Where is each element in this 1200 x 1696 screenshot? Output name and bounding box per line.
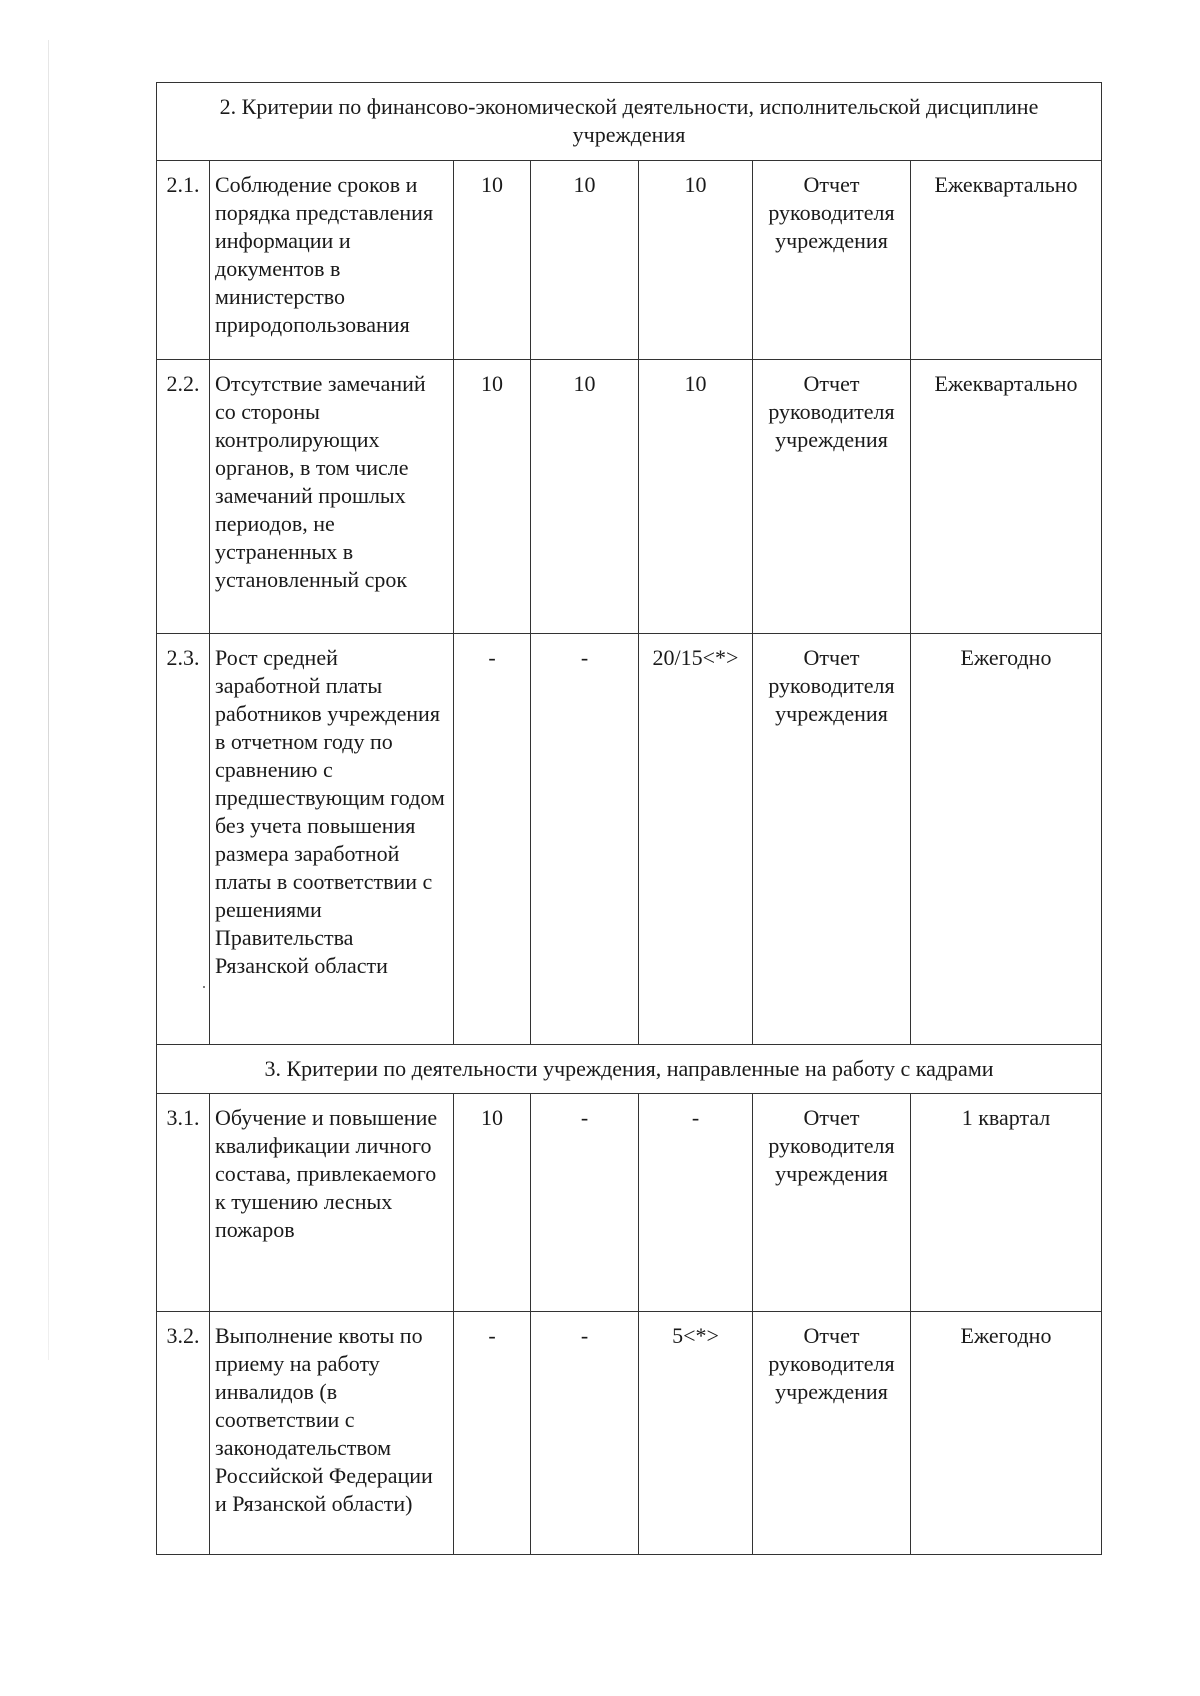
- value-cell: 10: [531, 161, 639, 360]
- criterion-name: Соблюдение сроков и порядка представления информации и документов в министерство природопользования: [210, 161, 454, 360]
- value-cell: -: [639, 1094, 753, 1312]
- section-header-row: [157, 1045, 1102, 1094]
- table-row: [157, 1312, 1102, 1555]
- value-cell: 10: [454, 360, 531, 634]
- period-cell: Ежегодно: [911, 1312, 1102, 1555]
- value-cell: 10: [639, 161, 753, 360]
- source-cell: Отчет руководителя учреждения: [753, 634, 911, 1045]
- section-title: 3. Критерии по деятельности учреждения, направленные на работу с кадрами: [157, 1045, 1102, 1094]
- criterion-name: Отсутствие замечаний со стороны контролирующих органов, в том числе замечаний прошлых периодов, не устраненных в установленный срок: [210, 360, 454, 634]
- table-row: [157, 1094, 1102, 1312]
- period-cell: Ежеквартально: [911, 360, 1102, 634]
- value-cell: -: [454, 634, 531, 1045]
- value-cell: -: [531, 634, 639, 1045]
- criteria-table: [156, 82, 1102, 1555]
- criterion-name: Обучение и повышение квалификации личного состава, привлекаемого к тушению лесных пожаров: [210, 1094, 454, 1312]
- section-title: 2. Критерии по финансово-экономической деятельности, исполнительской дисциплине учреждения: [157, 83, 1102, 161]
- source-cell: Отчет руководителя учреждения: [753, 360, 911, 634]
- source-cell: Отчет руководителя учреждения: [753, 161, 911, 360]
- source-cell: Отчет руководителя учреждения: [753, 1094, 911, 1312]
- scan-edge-line: [48, 40, 49, 1360]
- value-cell: 10: [454, 161, 531, 360]
- section-header-row: [157, 83, 1102, 161]
- value-cell: 20/15<*>: [639, 634, 753, 1045]
- period-cell: 1 квартал: [911, 1094, 1102, 1312]
- row-number: 3.1.: [157, 1094, 210, 1312]
- value-cell: -: [531, 1094, 639, 1312]
- criterion-name: Выполнение квоты по приему на работу инвалидов (в соответствии с законодательством Российской Федерации и Рязанской области): [210, 1312, 454, 1555]
- value-cell: -: [454, 1312, 531, 1555]
- table-row: [157, 360, 1102, 634]
- value-cell: 10: [454, 1094, 531, 1312]
- value-cell: 10: [531, 360, 639, 634]
- value-cell: -: [531, 1312, 639, 1555]
- row-number: 2.3.: [157, 634, 210, 1045]
- table-row: [157, 634, 1102, 1045]
- period-cell: Ежегодно: [911, 634, 1102, 1045]
- value-cell: 5<*>: [639, 1312, 753, 1555]
- period-cell: Ежеквартально: [911, 161, 1102, 360]
- value-cell: 10: [639, 360, 753, 634]
- table-row: [157, 161, 1102, 360]
- row-number: 2.2.: [157, 360, 210, 634]
- row-number: 3.2.: [157, 1312, 210, 1555]
- criterion-name: Рост средней заработной платы работников учреждения в отчетном году по сравнению с предшествующим годом без учета повышения размера заработной платы в соответствии с решениями Правительства Рязанской области: [210, 634, 454, 1045]
- source-cell: Отчет руководителя учреждения: [753, 1312, 911, 1555]
- row-number: 2.1.: [157, 161, 210, 360]
